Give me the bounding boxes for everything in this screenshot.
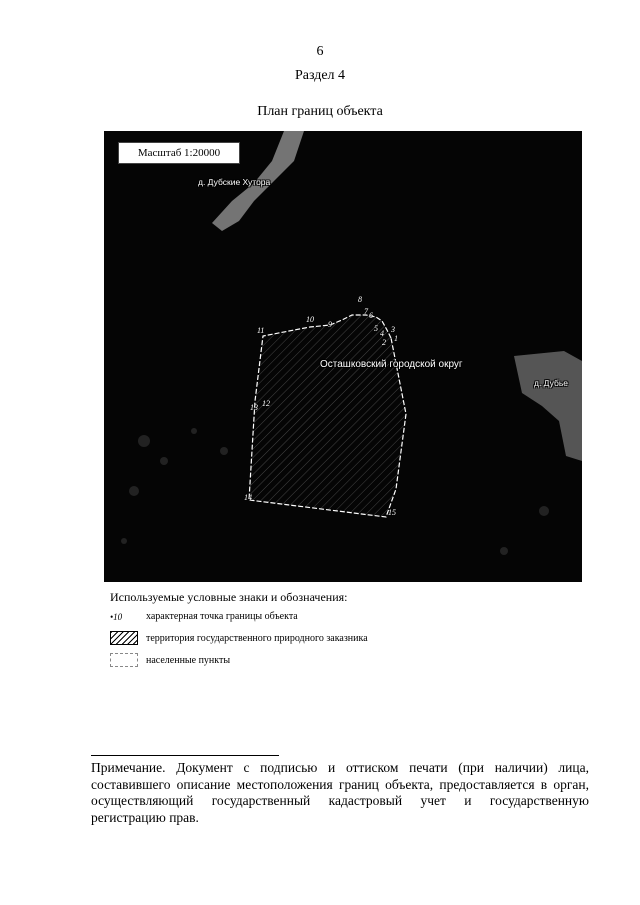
legend-title: Используемые условные знаки и обозначения:	[110, 590, 348, 604]
boundary-point-label: 9	[328, 320, 332, 329]
legend-item-text: территория государственного природного заказника	[146, 632, 368, 644]
boundary-point-label: 8	[358, 295, 362, 304]
map-scale-label: Масштаб 1:20000	[118, 142, 240, 164]
legend-item-text: населенные пункты	[146, 654, 231, 666]
plan-title: План границ объекта	[257, 104, 383, 119]
legend-item-boundary-point	[110, 611, 298, 622]
boundary-point-label: 2	[382, 338, 386, 347]
boundary-point-label: 4	[380, 329, 384, 338]
boundary-map	[104, 131, 582, 582]
boundary-point-label: 14	[244, 493, 252, 502]
boundary-point-label: 5	[374, 324, 378, 333]
settlement-label-dube: д. Дубье	[534, 378, 568, 388]
district-label: Осташковский городской округ	[320, 359, 463, 370]
legend-item-settlements	[110, 653, 230, 667]
boundary-point-label: 11	[257, 326, 265, 335]
settlement-patch-east	[514, 351, 582, 461]
boundary-point-label: 15	[388, 508, 396, 517]
section-heading: Раздел 4	[294, 68, 346, 83]
settlement-icon	[110, 653, 138, 667]
boundary-point-label: 7	[364, 307, 368, 316]
footnote-divider	[91, 755, 279, 756]
boundary-point-label: 3	[391, 325, 395, 334]
legend-item-text: характерная точка границы объекта	[146, 611, 298, 622]
boundary-point-label: 12	[262, 399, 270, 408]
boundary-point-label: 6	[369, 311, 373, 320]
footnote: Примечание. Документ с подписью и оттиском печати (при наличии) лица, составившего описание местоположения границ объекта, предоставляется в орган, осуществляющий государственный кадастровый учет и государственную регистрацию прав.	[91, 760, 589, 825]
legend-item-reserve	[110, 631, 368, 645]
boundary-point-label: 10	[306, 315, 314, 324]
boundary-point-label: 1	[394, 334, 398, 343]
boundary-point-label: 13	[250, 403, 258, 412]
legend-point-number: 10	[113, 611, 123, 622]
settlement-label-dubskie-hutora: д. Дубские Хутора	[198, 177, 271, 187]
hatch-icon	[110, 631, 138, 645]
map-graphics	[104, 131, 582, 582]
page-number: 6	[316, 44, 324, 59]
boundary-point-icon: •10	[110, 611, 123, 622]
